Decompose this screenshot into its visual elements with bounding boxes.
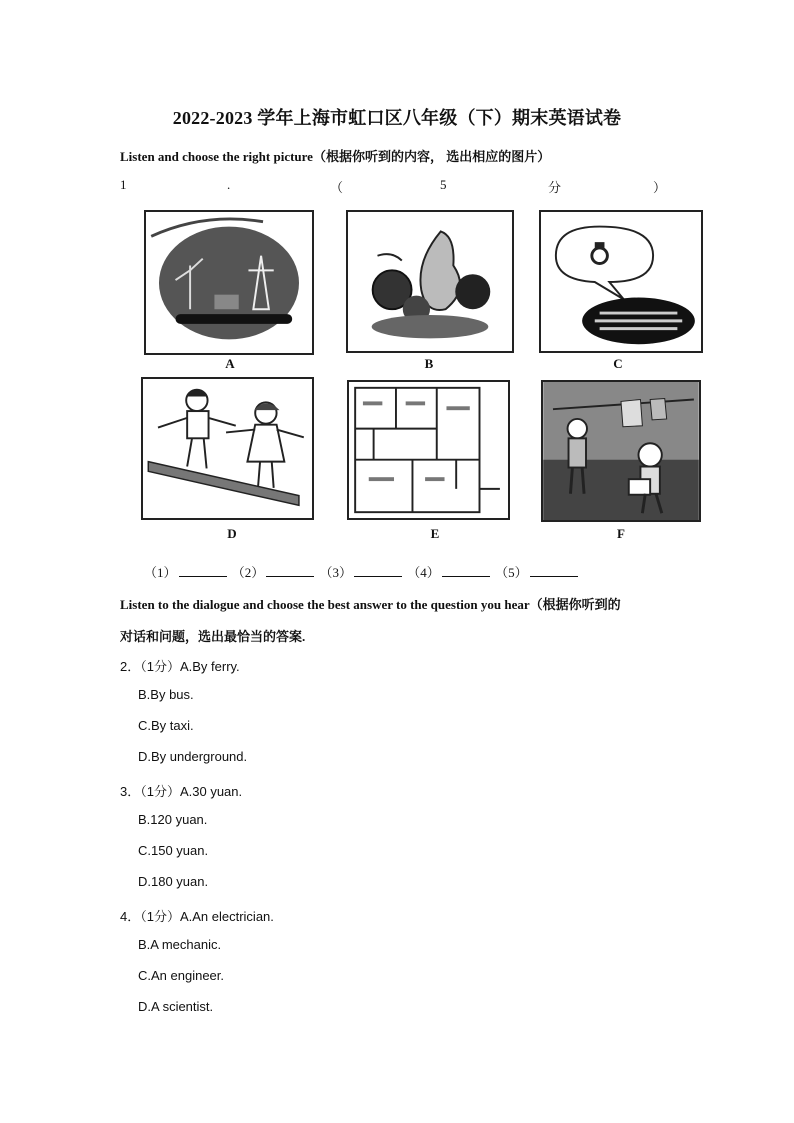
picture-d-label: D: [227, 526, 237, 541]
section2-heading-line2: 对话和问题，选出最恰当的答案.: [120, 629, 306, 644]
question-3-option-b[interactable]: B.120 yuan.: [138, 812, 208, 827]
picture-c-label: C: [613, 356, 623, 371]
picture-c-ring[interactable]: [539, 210, 703, 353]
blank-3-label: （3）: [319, 565, 353, 580]
picture-f-laundry[interactable]: [541, 380, 701, 522]
question-4-stem: 4．（1分）A.An electrician.: [120, 909, 274, 924]
blank-5-label: （5）: [495, 565, 528, 580]
blank-2-input[interactable]: [266, 564, 314, 577]
blank-1-label: （1）: [144, 565, 177, 580]
question-4-option-c[interactable]: C.An engineer.: [138, 968, 225, 983]
picture-e-label: E: [430, 526, 440, 541]
balance-beam-illustration: [143, 379, 312, 518]
blank-2-label: （2）: [231, 565, 265, 580]
blank-3-input[interactable]: [354, 564, 402, 577]
question-1-paren-open: （: [330, 180, 344, 195]
picture-a-label: A: [225, 356, 235, 371]
section1-heading: Listen and choose the right picture（根据你听到的内容， 选出相应的图片）: [120, 149, 551, 164]
blank-4-label: （4）: [407, 565, 440, 580]
question-3-option-c[interactable]: C.150 yuan.: [138, 843, 209, 858]
question-4-option-b[interactable]: B.A mechanic.: [138, 937, 222, 952]
question-1-unit: 分: [548, 180, 562, 195]
question-4-option-d[interactable]: D.A scientist.: [138, 999, 214, 1014]
question-1-dot: .: [227, 177, 231, 192]
question-1-score: 5: [440, 177, 447, 192]
question-2-option-b[interactable]: B.By bus.: [138, 687, 194, 702]
ring-illustration: [541, 212, 701, 351]
question-3-option-d[interactable]: D.180 yuan.: [138, 874, 209, 889]
answer-blanks-row: [144, 562, 580, 581]
laundry-illustration: [543, 382, 699, 520]
question-2-option-d[interactable]: D.By underground.: [138, 749, 248, 764]
question-1-number: 1: [120, 177, 127, 192]
picture-f-label: F: [617, 526, 625, 541]
picture-b-fruit[interactable]: [346, 210, 514, 353]
question-2-stem: 2．（1分）A.By ferry.: [120, 659, 240, 674]
blank-5-input[interactable]: [530, 564, 578, 577]
question-3-stem: 3．（1分）A.30 yuan.: [120, 784, 243, 799]
floor-plan-illustration: [349, 382, 508, 518]
question-1-row: [120, 177, 680, 195]
power-plant-illustration: [146, 212, 312, 353]
fruit-illustration: [348, 212, 512, 351]
page-title: 2022-2023 学年上海市虹口区八年级（下）期末英语试卷: [172, 108, 622, 128]
picture-a-power-plant[interactable]: [144, 210, 314, 355]
question-2-option-c[interactable]: C.By taxi.: [138, 718, 194, 733]
picture-d-balance-beam[interactable]: [141, 377, 314, 520]
question-1-paren-close: ）: [653, 180, 667, 195]
blank-4-input[interactable]: [442, 564, 490, 577]
blank-1-input[interactable]: [179, 564, 227, 577]
picture-b-label: B: [424, 356, 434, 371]
picture-e-floor-plan[interactable]: [347, 380, 510, 520]
section2-heading-line1: Listen to the dialogue and choose the best answer to the question you hear（根据你听到的: [120, 597, 621, 612]
